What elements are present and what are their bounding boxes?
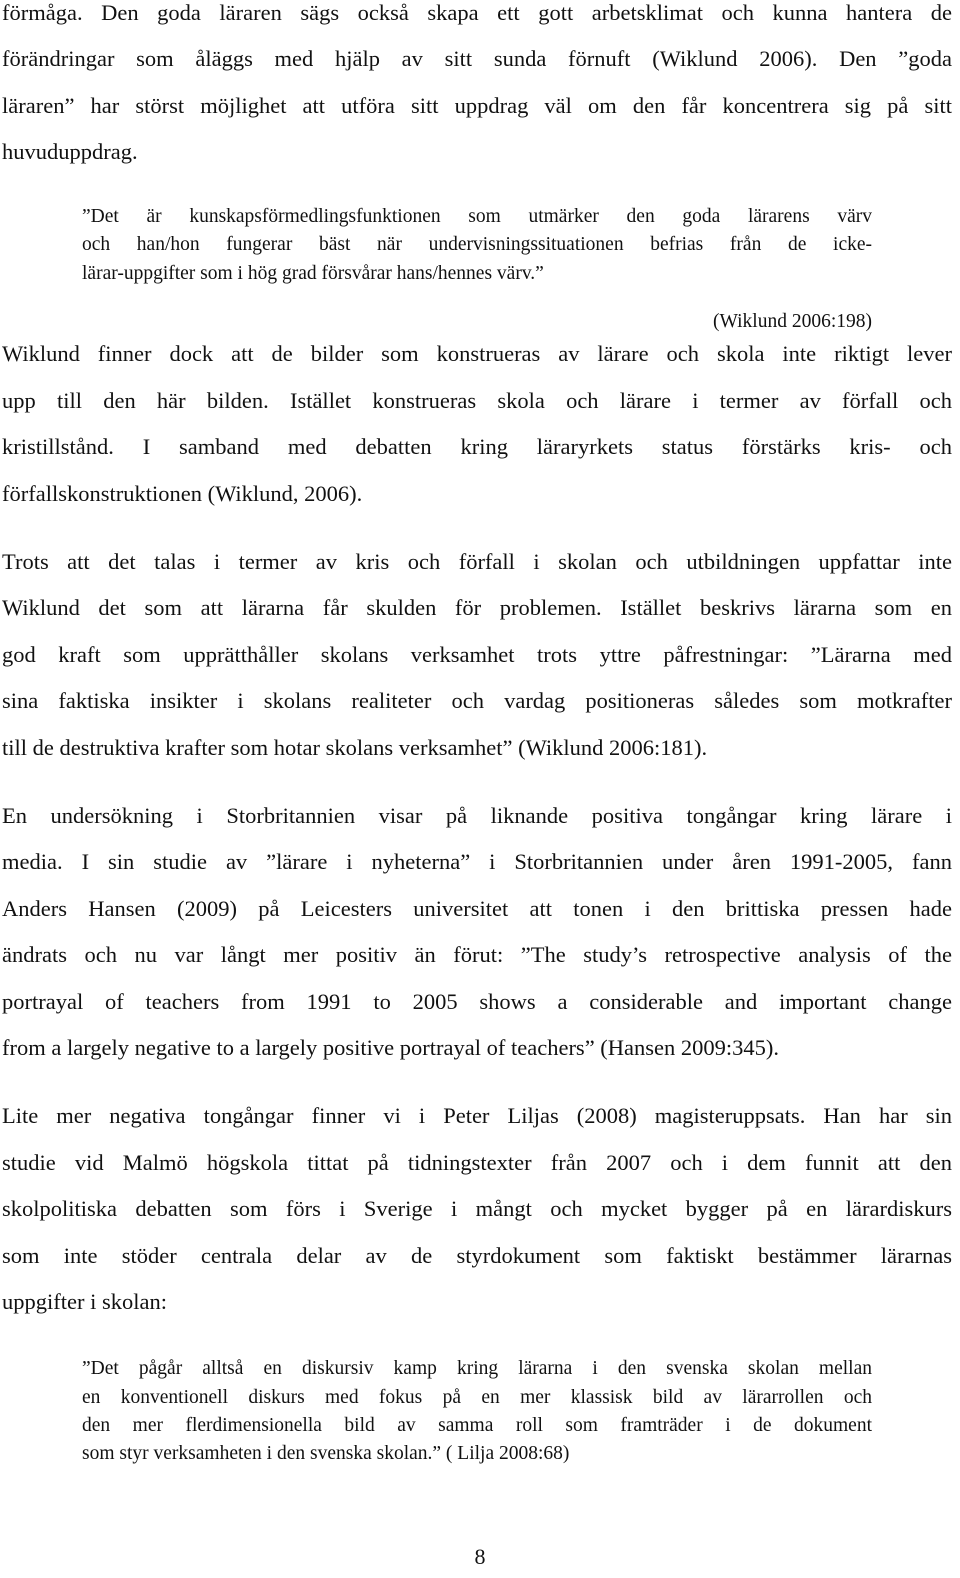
text-line: upp till den här bilden. Istället konstrueras skola och lärare i termer av förfall och <box>2 388 952 413</box>
quote-line: som styr verksamheten i den svenska skolan.” ( Lilja 2008:68) <box>82 1443 570 1464</box>
text-line: Wiklund finner dock att de bilder som konstrueras av lärare och skola inte riktigt lever <box>2 341 952 366</box>
text-line: Wiklund det som att lärarna får skulden för problemen. Istället beskrivs lärarna som en <box>2 595 952 620</box>
text-line: from a largely negative to a largely positive portrayal of teachers” (Hansen 2009:345). <box>2 1035 780 1060</box>
text-line: portrayal of teachers from 1991 to 2005 shows a considerable and important change <box>2 989 952 1014</box>
text-line: En undersökning i Storbritannien visar på liknande positiva tongångar kring lärare i <box>2 803 952 828</box>
text-line: läraren” har störst möjlighet att utföra sitt uppdrag väl om den får koncentrera sig på sitt <box>2 93 952 118</box>
text-line: ändrats och nu var långt mer positiv än förut: ”The study’s retrospective analysis of the <box>2 942 952 967</box>
quote-citation: (Wiklund 2006:198) <box>713 310 872 332</box>
text-line: kristillstånd. I samband med debatten kring läraryrkets status förstärks kris- och <box>2 434 952 459</box>
quote-line: ”Det är kunskapsförmedlingsfunktionen som utmärker den goda lärarens värv <box>82 206 872 227</box>
text-line: till de destruktiva krafter som hotar skolans verksamhet” (Wiklund 2006:181). <box>2 735 708 760</box>
text-line: media. I sin studie av ”lärare i nyheterna” i Storbritannien under åren 1991-2005, fann <box>2 849 952 874</box>
text-line: förändringar som åläggs med hjälp av sitt sunda förnuft (Wiklund 2006). Den ”goda <box>2 46 952 71</box>
text-line: Anders Hansen (2009) på Leicesters universitet att tonen i den brittiska pressen hade <box>2 896 952 921</box>
text-line: huvuduppdrag. <box>2 139 138 164</box>
text-line: förfallskonstruktionen (Wiklund, 2006). <box>2 481 363 506</box>
text-line: sina faktiska insikter i skolans realiteter och vardag positioneras således som motkrafter <box>2 688 952 713</box>
text-line: skolpolitiska debatten som förs i Sverige i mångt och mycket bygger på en lärardiskurs <box>2 1196 952 1221</box>
quote-line: lärar-uppgifter som i hög grad försvårar hans/hennes värv.” <box>82 263 544 284</box>
text-line: Lite mer negativa tongångar finner vi i Peter Liljas (2008) magisteruppsats. Han har sin <box>2 1103 952 1128</box>
text-line: uppgifter i skolan: <box>2 1289 167 1314</box>
quote-line: och han/hon fungerar bäst när undervisningssituationen befrias från de icke- <box>82 234 872 255</box>
text-line: studie vid Malmö högskola tittat på tidningstexter från 2007 och i dem funnit att den <box>2 1150 952 1175</box>
quote-line: den mer flerdimensionella bild av samma roll som framträder i de dokument <box>82 1415 872 1436</box>
text-line: Trots att det talas i termer av kris och förfall i skolan och utbildningen uppfattar inte <box>2 549 952 574</box>
text-line: förmåga. Den goda läraren sägs också skapa ett gott arbetsklimat och kunna hantera de <box>2 0 952 25</box>
text-line: som inte stöder centrala delar av de styrdokument som faktiskt bestämmer lärarnas <box>2 1243 952 1268</box>
quote-line: ”Det pågår alltså en diskursiv kamp kring lärarna i den svenska skolan mellan <box>82 1358 872 1379</box>
quote-line: en konventionell diskurs med fokus på en mer klassisk bild av lärarrollen och <box>82 1387 872 1408</box>
page-number: 8 <box>474 1544 486 1569</box>
text-line: god kraft som upprätthåller skolans verksamhet trots yttre påfrestningar: ”Lärarna med <box>2 642 952 667</box>
